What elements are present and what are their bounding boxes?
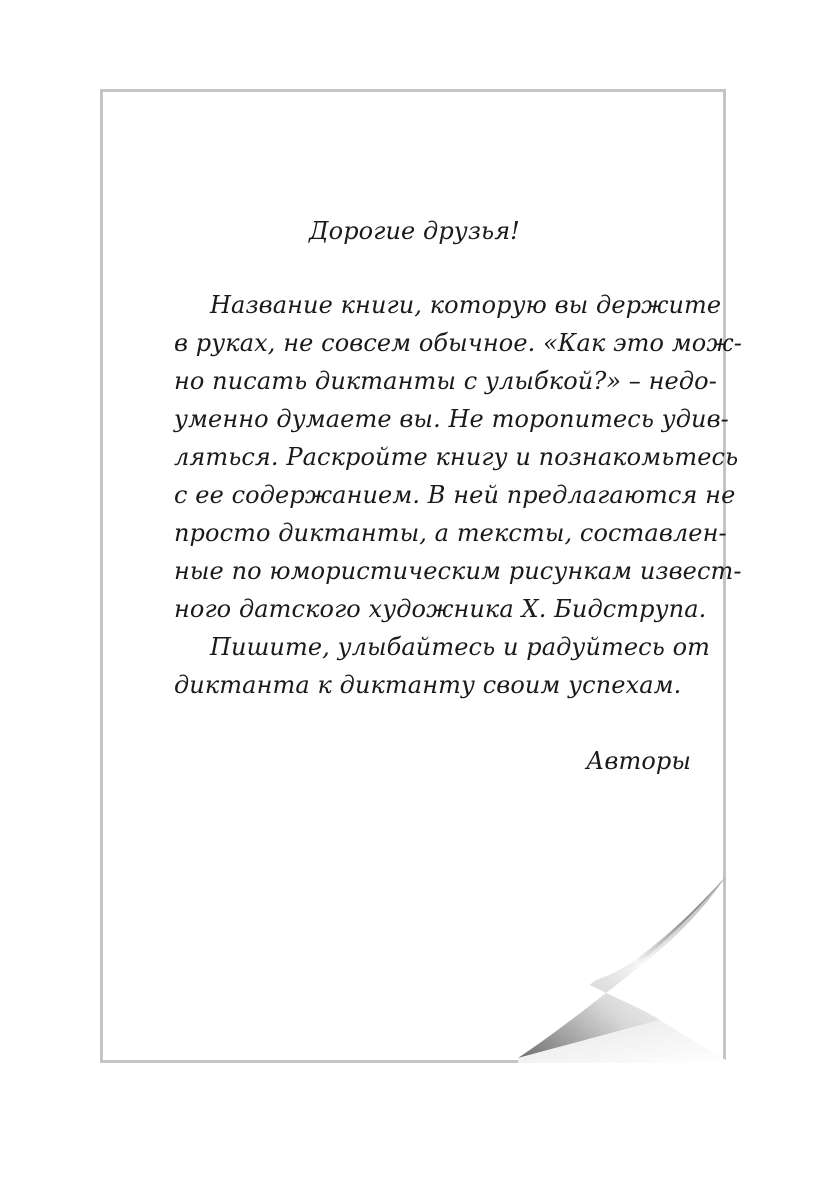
letter-paragraph-2 (138, 628, 711, 704)
paragraph-line: ляться. Раскройте книгу и познакомьтесь (174, 443, 739, 471)
paragraph-line: с ее содержанием. В ней предлагаются не (174, 481, 736, 509)
page-curl-icon (500, 860, 740, 1070)
letter-paragraph-1 (138, 286, 742, 628)
letter (138, 212, 742, 780)
paragraph-line: Название книги, которую вы держите (210, 291, 722, 319)
letter-signature: Авторы (586, 747, 691, 775)
paragraph-line: диктанта к диктанту своим успехам. (174, 671, 682, 699)
paragraph-line: просто диктанты, а тексты, составлен- (174, 519, 727, 547)
paragraph-line: но писать диктанты с улыбкой?» – недо- (174, 367, 717, 395)
paragraph-line: уменно думаете вы. Не торопитесь удив- (174, 405, 729, 433)
paragraph-line: в руках, не совсем обычное. «Как это мож- (174, 329, 742, 357)
paragraph-line: ные по юмористическим рисункам извест- (174, 557, 742, 585)
paragraph-line: ного датского художника Х. Бидструпа. (174, 595, 707, 623)
paragraph-line: Пишите, улыбайтесь и радуйтесь от (210, 633, 711, 661)
letter-greeting: Дорогие друзья! (309, 217, 520, 245)
